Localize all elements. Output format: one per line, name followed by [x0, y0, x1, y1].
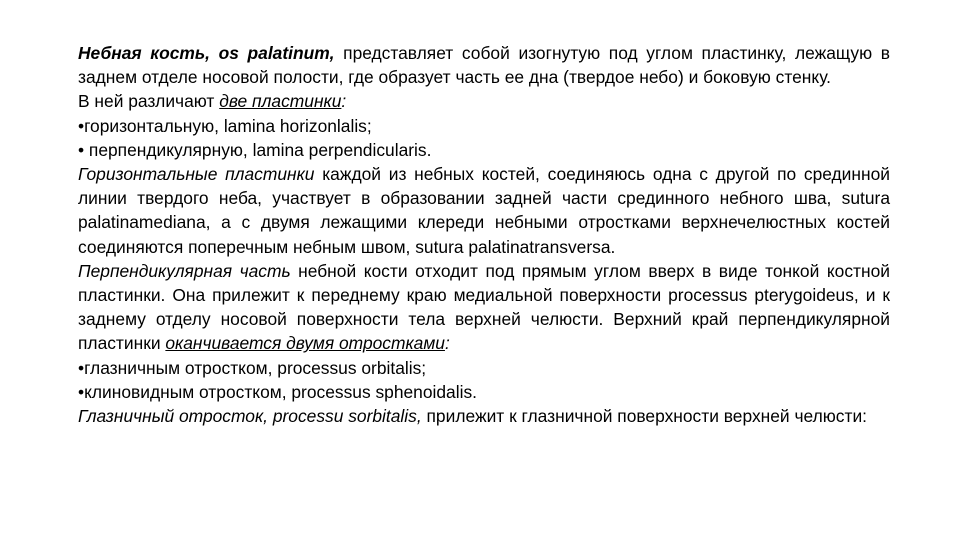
two-plates-emphasis: две пластинки [219, 91, 342, 112]
list-item-orbital-process: •глазничным отростком, processus orbitalis; [78, 357, 427, 378]
list-item-sphenoidal-process: •клиновидным отростком, processus sphenoidalis. [78, 381, 477, 402]
paragraph-horizontal-plates [78, 162, 890, 259]
perpendicular-part-colon: : [444, 333, 450, 354]
paragraph-two-plates [78, 89, 890, 113]
orbital-process-description: прилежит к глазничной поверхности верхней челюсти: [421, 406, 868, 427]
perpendicular-part-emphasis: оканчивается двумя отростками [165, 333, 445, 354]
horizontal-plates-description: каждой из небных костей, соединяюсь одна с другой по срединной линии твердого неба, участвует в образовании задней части срединного небного шва, sutura palatinamediana, а с двумя лежащими клереди небными отростками верхнечелюстных костей соединяются поперечным небным швом, sutura palatinatransversa. [78, 164, 890, 257]
two-plates-lead: В ней различают [78, 91, 220, 112]
term-horizontal-plates: Горизонтальные пластинки [78, 164, 315, 185]
palatine-bone-description: представляет собой изогнутую под углом пластинку, лежащую в заднем отделе носовой полости, где образует часть ее дна (твердое небо) и боковую стенку. [78, 43, 891, 88]
two-plates-colon: : [341, 91, 347, 112]
paragraph-palatine-bone [78, 41, 890, 89]
slide-content [78, 41, 890, 428]
term-perpendicular-part: Перпендикулярная часть [78, 260, 291, 281]
paragraph-perpendicular-part [78, 259, 890, 356]
list-item-horizontal-plate: •горизонтальную, lamina horizonlalis; [78, 115, 372, 136]
list-item-perpendicular-plate: • перпендикулярную, lamina perpendicularis. [78, 139, 432, 160]
perpendicular-part-description: небной кости отходит под прямым углом вверх в виде тонкой костной пластинки. Она прилежит к переднему краю медиальной поверхности processus pterygoideus, и к заднему отделу носовой поверхности тела верхней челюсти. Верхний край перпендикулярной пластинки [78, 260, 890, 354]
paragraph-orbital-process [78, 404, 890, 428]
term-palatine-bone: Небная кость, os palatinum, [78, 43, 335, 63]
term-orbital-process: Глазничный отросток, processu sorbitalis, [78, 406, 422, 427]
